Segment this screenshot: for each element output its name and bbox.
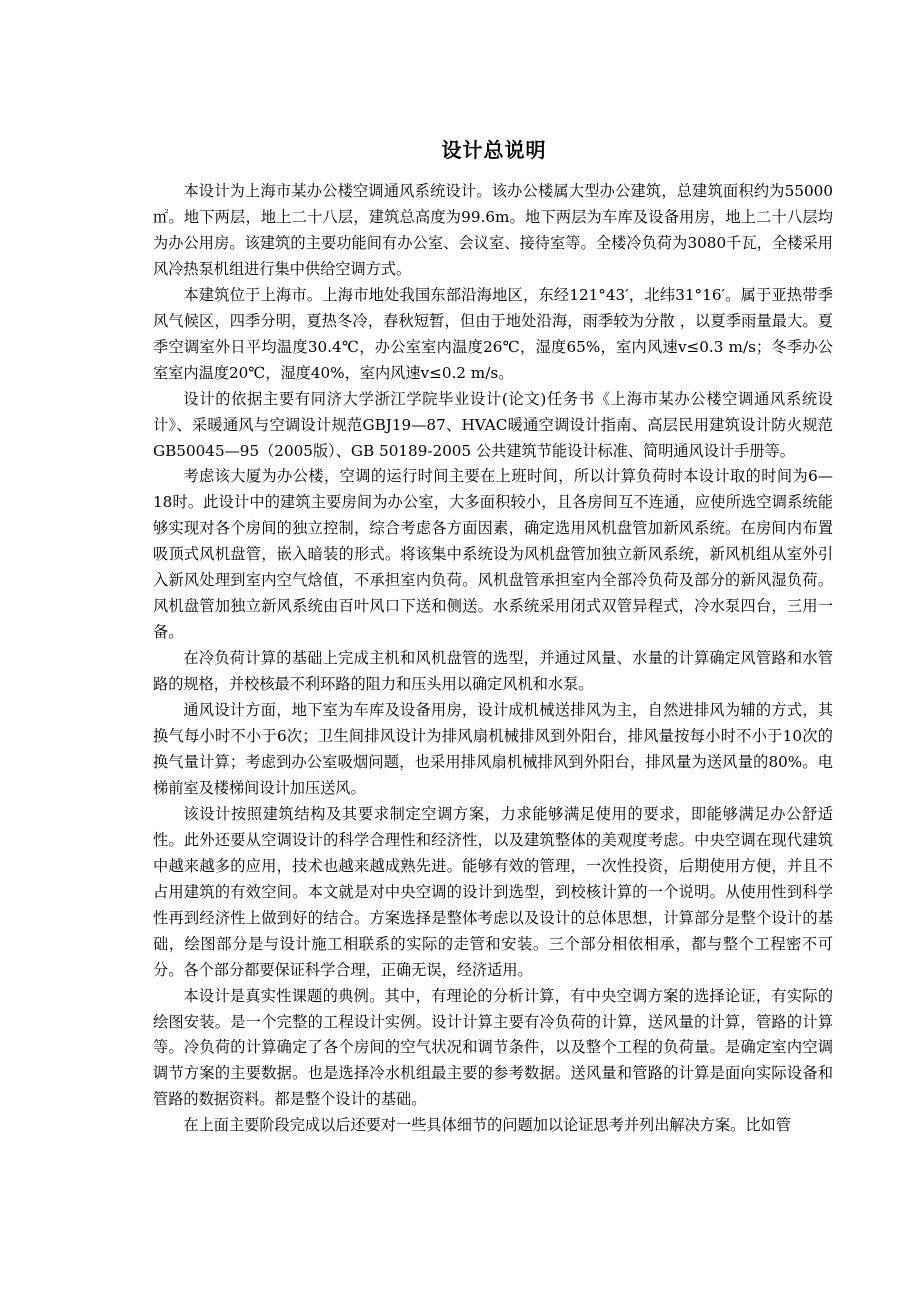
paragraph-design-approach: 该设计按照建筑结构及其要求制定空调方案，力求能够满足使用的要求，即能够满足办公舒适性。此外还要从空调设计的科学合理性和经济性，以及建筑整体的美观度考虑。中央空调在现代建筑中越来越多的应用，技术也越来越成熟先进。能够有效的管理，一次性投资，后期使用方便，并且不占用建筑的有效空间。本文就是对中央空调的设计到选型，到校核计算的一个说明。从使用性到科学性再到经济性上做到好的结合。方案选择是整体考虑以及设计的总体思想，计算部分是整个设计的基础，绘图部分是与设计施工相联系的实际的走管和安装。三个部分相依相承，都与整个工程密不可分。各个部分都要保证科学合理，正确无误，经济适用。 [153,804,833,979]
paragraph-project-overview: 本设计为上海市某办公楼空调通风系统设计。该办公楼属大型办公建筑，总建筑面积约为55000㎡。地下两层，地上二十八层，建筑总高度为99.6m。地下两层为车库及设备用房，地上二十八层均为办公用房。该建筑的主要功能间有办公室、会议室、接待室等。全楼冷负荷为3080千瓦，全楼采用风冷热泵机组进行集中供给空调方式。 [153,182,833,278]
paragraph-detail-issues: 在上面主要阶段完成以后还要对一些具体细节的问题加以论证思考并列出解决方案。比如管 [183,1116,791,1135]
paragraph-ventilation-design: 通风设计方面，地下室为车库及设备用房，设计成机械送排风为主，自然进排风为辅的方式，其换气每小时不小于6次；卫生间排风设计为排风扇机械排风到外阳台，排风量按每小时不小于10次的换气量计算；考虑到办公室吸烟问题，也采用排风扇机械排风到外阳台，排风量为送风量的80%。电梯前室及楼梯间设计加压送风。 [153,701,833,797]
paragraph-design-example: 本设计是真实性课题的典例。其中，有理论的分析计算，有中央空调方案的选择论证，有实际的绘图安装。是一个完整的工程设计实例。设计计算主要有冷负荷的计算，送风量的计算，管路的计算等。冷负荷的计算确定了各个房间的空气状况和调节条件，以及整个工程的负荷量。是确定室内空调调节方案的主要数据。也是选择冷水机组最主要的参考数据。送风量和管路的计算是面向实际设备和管路的数据资料。都是整个设计的基础。 [153,986,833,1109]
paragraph-system-selection: 考虑该大厦为办公楼，空调的运行时间主要在上班时间，所以计算负荷时本设计取的时间为6—18时。此设计中的建筑主要房间为办公室，大多面积较小，且各房间互不连通，应使所选空调系统能够实现对各个房间的独立控制，综合考虑各方面因素，确定选用风机盘管加新风系统。在房间内布置吸顶式风机盘管，嵌入暗装的形式。将该集中系统设为风机盘管加独立新风系统，新风机组从室外引入新风处理到室内空气焓值，不承担室内负荷。风机盘管承担室内全部冷负荷及部分的新风湿负荷。风机盘管加独立新风系统由百叶风口下送和侧送。水系统采用闭式双管异程式，冷水泵四台，三用一备。 [153,467,833,642]
paragraph-equipment-selection: 在冷负荷计算的基础上完成主机和风机盘管的选型，并通过风量、水量的计算确定风管路和水管路的规格，并校核最不利环路的阻力和压头用以确定风机和水泵。 [153,649,833,694]
page-title: 设计总说明 [441,138,547,162]
paragraph-design-basis: 设计的依据主要有同济大学浙江学院毕业设计(论文)任务书《上海市某办公楼空调通风系统设计》、采暖通风与空调设计规范GBJ19—87、HVAC暖通空调设计指南、高层民用建筑设计防火规范GB50045—95（2005版）、GB 50189-2005 公共建筑节能设计标准、简明通风设计手册等。 [153,389,833,460]
paragraph-site-climate: 本建筑位于上海市。上海市地处我国东部沿海地区，东经121°43′，北纬31°16′。属于亚热带季风气候区，四季分明，夏热冬冷，春秋短暂，但由于地处沿海，雨季较为分散 ，以夏季雨量最大。夏季空调室外日平均温度30.4℃，办公室室内温度26℃，湿度65%，室内风速v≤0.3 m/s；冬季办公室室内温度20℃，湿度40%，室内风速v≤0.2 m/s。 [153,285,833,382]
document-body [153,179,833,1139]
